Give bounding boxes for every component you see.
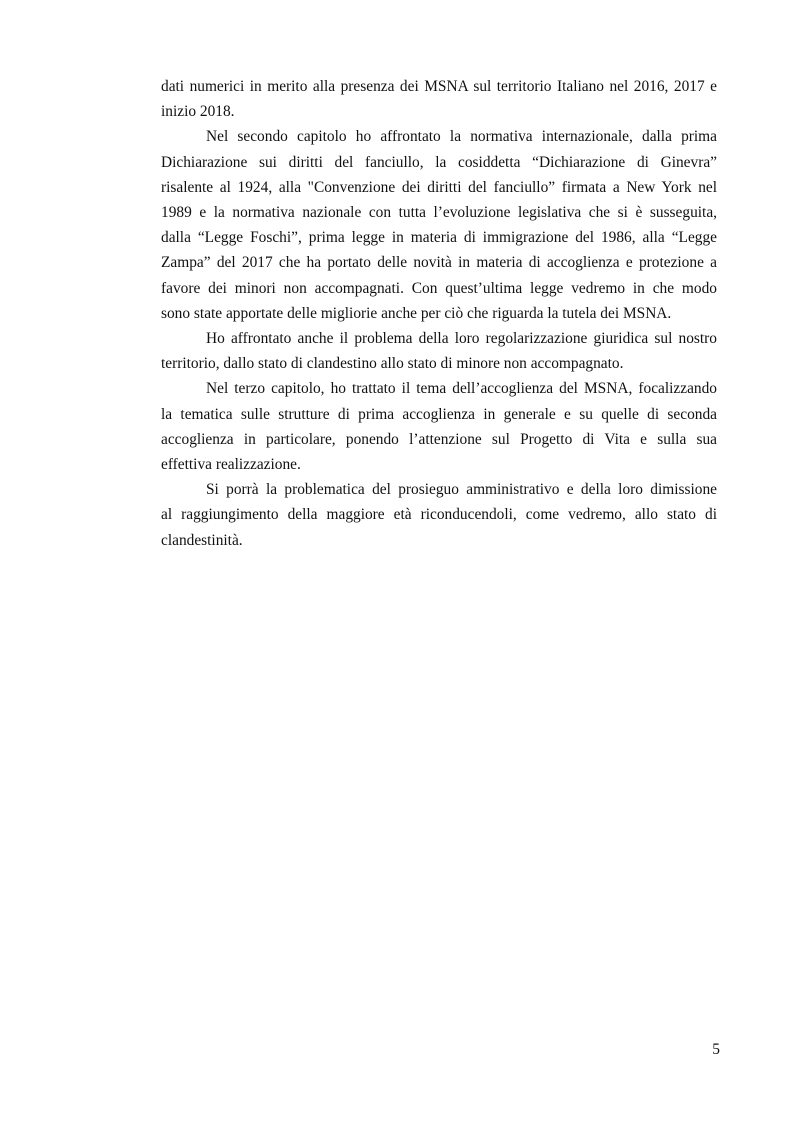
text-line: dalla “Legge Foschi”, prima legge in materia di immigrazione del 1986, alla “Legge — [161, 229, 717, 247]
text-line: Zampa” del 2017 che ha portato delle novità in materia di accoglienza e protezione a — [161, 254, 717, 272]
paragraph-4 — [161, 376, 717, 477]
paragraph-5 — [161, 477, 717, 553]
text-line: la tematica sulle strutture di prima accoglienza in generale e su quelle di seconda — [161, 405, 717, 423]
paragraph-1 — [161, 74, 717, 124]
text-line: effettiva realizzazione. — [161, 456, 301, 474]
text-line: clandestinità. — [161, 531, 243, 549]
text-line: accoglienza in particolare, ponendo l’attenzione sul Progetto di Vita e sulla sua — [161, 430, 717, 448]
paragraph-3 — [161, 326, 717, 376]
text-line: Nel terzo capitolo, ho trattato il tema dell’accoglienza del MSNA, focalizzando — [206, 380, 717, 398]
text-line: territorio, dallo stato di clandestino allo stato di minore non accompagnato. — [161, 355, 624, 373]
text-line: Si porrà la problematica del prosieguo amministrativo e della loro dimissione — [206, 481, 717, 499]
page-number: 5 — [712, 1041, 720, 1058]
text-line: Ho affrontato anche il problema della loro regolarizzazione giuridica sul nostro — [206, 330, 717, 348]
text-line: sono state apportate delle migliorie anche per ciò che riguarda la tutela dei MSNA. — [161, 304, 672, 322]
text-line: 1989 e la normativa nazionale con tutta l’evoluzione legislativa che si è susseguita, — [161, 204, 717, 222]
body-text — [161, 74, 717, 553]
text-line: Dichiarazione sui diritti del fanciullo, la cosiddetta “Dichiarazione di Ginevra” — [161, 153, 717, 171]
text-line: risalente al 1924, alla "Convenzione dei diritti del fanciullo” firmata a New York nel — [161, 178, 717, 196]
text-line: inizio 2018. — [161, 103, 235, 121]
text-line: Nel secondo capitolo ho affrontato la normativa internazionale, dalla prima — [206, 128, 717, 146]
text-line: al raggiungimento della maggiore età riconducendoli, come vedremo, allo stato di — [161, 506, 717, 524]
paragraph-2 — [161, 124, 717, 326]
text-line: favore dei minori non accompagnati. Con quest’ultima legge vedremo in che modo — [161, 279, 717, 297]
text-line: dati numerici in merito alla presenza dei MSNA sul territorio Italiano nel 2016, 2017 e — [161, 78, 717, 95]
